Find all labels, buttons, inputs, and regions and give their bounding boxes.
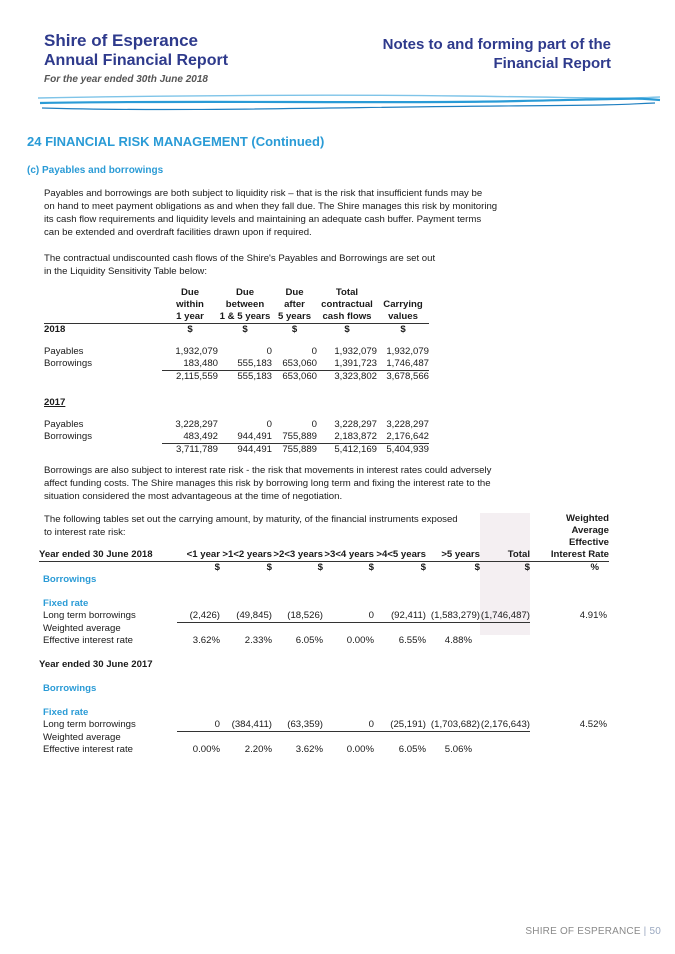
footer-separator: |	[640, 926, 650, 937]
column-header: Interest Rate	[530, 549, 609, 562]
total-value: 3,711,789	[176, 444, 218, 455]
text-line: situation considered the most advantageous at the time of negotiation.	[44, 491, 343, 502]
total-value: 5,412,169	[334, 444, 377, 455]
row-label: Long term borrowings	[43, 610, 136, 622]
table-row	[39, 719, 609, 732]
column-header: >4<5 years	[374, 549, 426, 562]
cell-value: 483,492	[162, 431, 218, 444]
table-row	[39, 635, 609, 647]
column-header: >5 years	[426, 549, 480, 562]
cell-value: 0	[311, 346, 317, 357]
year-label: Year ended 30 June 2017	[39, 659, 153, 670]
header-swoosh-divider	[0, 90, 675, 120]
rate-value: 4.88%	[444, 635, 472, 646]
cell-value: (2,426)	[177, 610, 220, 623]
table-header-row	[44, 311, 429, 324]
cell-value: (1,583,279)	[426, 610, 480, 623]
currency-symbol: $	[368, 562, 374, 573]
total-value: 5,404,939	[386, 444, 429, 455]
column-header: contractual	[321, 299, 373, 310]
page-footer	[525, 926, 661, 937]
cell-value: 653,060	[272, 358, 317, 371]
column-header: between	[225, 299, 265, 310]
total-value: 555,183	[237, 371, 272, 382]
category-row	[39, 598, 609, 610]
page-number: 50	[649, 926, 661, 937]
category-row	[39, 707, 609, 719]
rate-value: 2.20%	[244, 744, 272, 755]
year-label: 2017	[44, 397, 66, 408]
notes-heading-line1: Notes to and forming part of the	[382, 36, 611, 53]
column-header: within	[176, 299, 204, 310]
currency-symbol: $	[317, 562, 323, 573]
year-row	[39, 659, 609, 671]
row-label: Payables	[44, 346, 84, 357]
text-line: The following tables set out the carrying amount, by maturity, of the financial instruments exposed	[44, 514, 458, 525]
footer-org: SHIRE OF ESPERANCE	[525, 926, 641, 937]
report-header	[44, 31, 228, 85]
currency-symbol: $	[480, 562, 530, 575]
cell-value: 1,932,079	[334, 346, 377, 357]
cell-value: 0	[311, 419, 317, 430]
cell-value: 183,480	[162, 358, 218, 371]
notes-heading-line2: Financial Report	[493, 55, 611, 72]
cell-value: 3,228,297	[175, 419, 218, 430]
cell-value: 944,491	[218, 431, 272, 444]
column-header: Total	[335, 287, 359, 298]
year-label: 2018	[44, 324, 162, 337]
fixed-rate-label: Fixed rate	[43, 707, 89, 718]
cell-value: 0	[323, 719, 374, 732]
cell-value: 1,932,079	[386, 346, 429, 357]
rate-value: 0.00%	[346, 635, 374, 646]
text-line: to interest rate risk:	[44, 527, 126, 538]
cell-value: (1,703,682)	[426, 719, 480, 732]
notes-heading	[383, 35, 611, 73]
table-header-row	[39, 525, 609, 537]
total-value: 653,060	[282, 371, 317, 382]
table-header-row	[39, 537, 609, 549]
cell-value: (25,191)	[374, 719, 426, 732]
rate-value: 3.62%	[295, 744, 323, 755]
column-header: Average	[571, 525, 609, 536]
row-label: Weighted average	[43, 731, 121, 743]
column-header: Due	[180, 287, 200, 298]
table-header-row	[39, 513, 609, 525]
rate-value: 6.05%	[295, 635, 323, 646]
rate-value: 6.05%	[398, 744, 426, 755]
total-value: 944,491	[237, 444, 272, 455]
cell-value: 2,176,642	[377, 431, 429, 444]
table-row	[39, 610, 609, 623]
total-row	[44, 444, 429, 457]
row-label: Weighted average	[43, 622, 121, 634]
table-row	[44, 431, 429, 444]
column-header: Due	[285, 287, 304, 298]
column-header: >1<2 years	[220, 549, 272, 562]
cell-value: (63,359)	[272, 719, 323, 732]
currency-symbol: $	[162, 324, 218, 337]
cell-value: 3,228,297	[386, 419, 429, 430]
currency-row	[39, 562, 609, 575]
org-name: Shire of Esperance	[44, 31, 199, 50]
cell-value: (1,746,487)	[480, 610, 530, 621]
rate-value: 6.55%	[398, 635, 426, 646]
cell-value: (2,176,643)	[480, 719, 530, 730]
weighted-rate: 4.91%	[579, 610, 607, 622]
report-name: Annual Financial Report	[44, 52, 229, 69]
borrowings-label: Borrowings	[43, 683, 97, 694]
column-header: after	[284, 299, 305, 310]
table-header-row	[44, 287, 429, 299]
year-label: Year ended 30 June 2018	[39, 549, 177, 562]
borrowings-label: Borrowings	[43, 574, 97, 585]
row-label: Borrowings	[44, 431, 92, 443]
rate-value: 0.00%	[192, 744, 220, 755]
rate-value: 3.62%	[192, 635, 220, 646]
text-line: The contractual undiscounted cash flows of the Shire's Payables and Borrowings are set out	[44, 253, 436, 264]
column-header: cash flows	[322, 311, 372, 322]
fixed-rate-label: Fixed rate	[43, 598, 89, 609]
subsection-title: (c) Payables and borrowings	[27, 165, 164, 176]
text-line: on hand to meet payment obligations as and when they fall due. The Shire manages this risk by monitoring	[44, 201, 498, 212]
rate-value: 0.00%	[346, 744, 374, 755]
cell-value: (92,411)	[374, 610, 426, 623]
text-line: can be extended and overdraft facilities drawn upon if required.	[44, 227, 312, 238]
row-label: Effective interest rate	[43, 635, 133, 646]
currency-row	[44, 324, 429, 337]
column-header: >3<4 years	[324, 549, 374, 560]
currency-symbol: $	[377, 324, 429, 337]
report-period: For the year ended 30th June 2018	[44, 74, 208, 85]
cell-value: 1,932,079	[175, 346, 218, 357]
cell-value: 2,183,872	[317, 431, 377, 444]
cell-value: 0	[323, 610, 374, 623]
row-label: Long term borrowings	[43, 719, 136, 731]
currency-symbol: $	[218, 324, 272, 337]
weighted-rate: 4.52%	[579, 719, 607, 731]
currency-symbol: $	[420, 562, 426, 573]
table-row	[44, 419, 429, 431]
cell-value: 0	[266, 346, 272, 357]
text-line: Payables and borrowings are both subject to liquidity risk – that is the risk that insufficient funds may be	[44, 188, 483, 199]
text-line: Borrowings are also subject to interest rate risk - the risk that movements in interest rates could adversely	[44, 465, 492, 476]
total-row	[44, 371, 429, 384]
table-header-row	[44, 299, 429, 311]
table-row	[39, 732, 609, 745]
table-header-row	[39, 549, 609, 562]
text-line: in the Liquidity Sensitivity Table below:	[44, 266, 208, 277]
total-value: 3,323,802	[334, 371, 377, 382]
total-value: 2,115,559	[176, 371, 218, 382]
column-header: >2<3 years	[273, 549, 323, 560]
year-row	[44, 397, 429, 409]
currency-symbol: $	[272, 324, 317, 337]
section-title: 24 FINANCIAL RISK MANAGEMENT (Continued)	[27, 134, 325, 149]
column-header: Effective	[569, 537, 609, 548]
column-header: <1 year	[177, 549, 220, 562]
cell-value: 1,746,487	[377, 358, 429, 371]
cash-flow-intro-paragraph	[44, 252, 524, 278]
cell-value: (49,845)	[220, 610, 272, 623]
cell-value: 755,889	[272, 431, 317, 444]
column-header: 1 & 5 years	[219, 311, 271, 322]
currency-symbol: $	[266, 562, 272, 573]
rate-value: 2.33%	[244, 635, 272, 646]
currency-symbol: $	[474, 562, 480, 573]
table-row	[44, 358, 429, 371]
cell-value: 3,228,297	[334, 419, 377, 430]
text-line: affect funding costs. The Shire manages this risk by borrowing long term and fixing the interest rate to the	[44, 478, 491, 489]
column-header: Total	[480, 549, 530, 562]
currency-symbol: $	[317, 324, 377, 337]
cell-value: (18,526)	[272, 610, 323, 623]
row-label: Payables	[44, 419, 84, 430]
table-row	[39, 744, 609, 756]
total-value: 3,678,566	[386, 371, 429, 382]
table-row	[39, 623, 609, 636]
rate-value: 5.06%	[444, 744, 472, 755]
category-row	[39, 683, 609, 695]
total-value: 755,889	[282, 444, 317, 455]
column-header: 1 year	[176, 311, 204, 322]
interest-rate-maturity-table	[39, 513, 609, 756]
text-line: its cash flow requirements and liquidity levels and maintaining an adequate cash buffer. Payment terms	[44, 214, 482, 225]
liquidity-risk-paragraph	[44, 187, 524, 239]
interest-rate-risk-paragraph	[44, 464, 524, 503]
column-header	[377, 287, 429, 299]
column-header: Due	[235, 287, 255, 298]
column-header: 5 years	[277, 311, 312, 322]
column-header: Carrying	[383, 299, 423, 310]
cell-value: (384,411)	[220, 719, 272, 732]
cell-value: 0	[266, 419, 272, 430]
liquidity-sensitivity-table	[44, 287, 429, 456]
category-row	[39, 574, 609, 586]
row-label: Borrowings	[44, 358, 92, 370]
column-header: values	[388, 311, 418, 322]
cell-value: 1,391,723	[317, 358, 377, 371]
cell-value: 0	[177, 719, 220, 732]
currency-symbol: $	[214, 562, 220, 573]
column-header: Weighted	[566, 513, 609, 524]
row-label: Effective interest rate	[43, 744, 133, 755]
cell-value: 555,183	[218, 358, 272, 371]
currency-symbol: %	[590, 562, 599, 573]
table-row	[44, 346, 429, 358]
